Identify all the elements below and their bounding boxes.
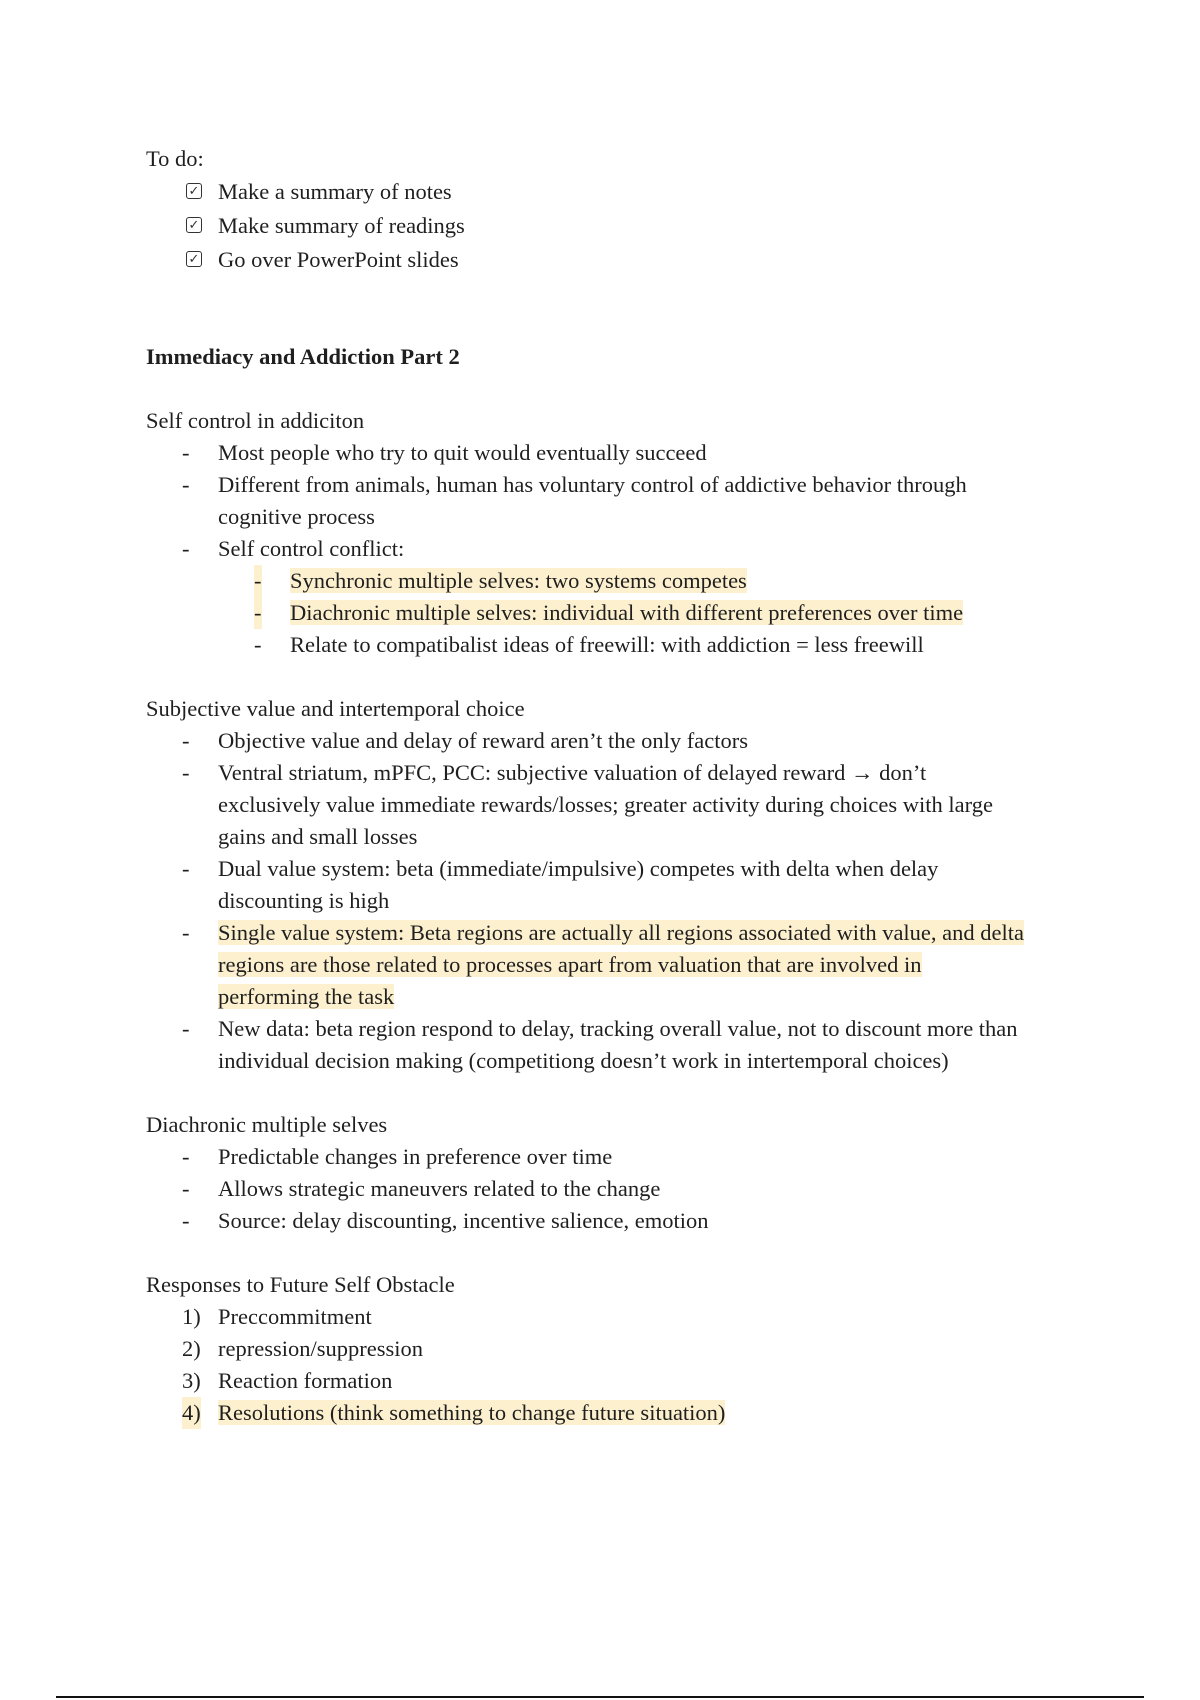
list-item-text: Self control conflict:	[218, 536, 405, 561]
numbered-list-item	[146, 1365, 1106, 1397]
list-item-text-continued: individual decision making (competitiong doesn’t work in intertemporal choices)	[218, 1048, 949, 1073]
list-item-text: Relate to compatibalist ideas of freewill: with addiction = less freewill	[290, 632, 924, 657]
section-heading: Responses to Future Self Obstacle	[146, 1272, 455, 1297]
list-item	[146, 1141, 1106, 1173]
dash-marker: -	[182, 536, 190, 561]
list-item-text-continued: gains and small losses	[218, 824, 418, 849]
list-item	[146, 1205, 1106, 1237]
list-item-text: Preccommitment	[218, 1304, 372, 1329]
highlighted-text-continued: performing the task	[218, 984, 395, 1009]
dash-marker: -	[182, 440, 190, 465]
todo-item[interactable]	[146, 243, 1106, 277]
checked-checkbox-icon[interactable]: ✓	[186, 251, 202, 267]
list-item	[146, 469, 1106, 533]
section-heading: Diachronic multiple selves	[146, 1112, 388, 1137]
list-number: 4)	[182, 1397, 201, 1429]
list-item	[146, 853, 1106, 917]
todo-item-label: Make summary of readings	[218, 213, 465, 238]
list-item	[146, 437, 1106, 469]
list-item-text-continued: exclusively value immediate rewards/losses; greater activity during choices with large	[218, 792, 993, 817]
highlighted-text-continued: regions are those related to processes apart from valuation that are involved in	[218, 952, 922, 977]
dash-marker: -	[182, 472, 190, 497]
dash-marker: -	[182, 1208, 190, 1233]
list-number: 1)	[182, 1304, 201, 1329]
document-title: Immediacy and Addiction Part 2	[146, 344, 460, 369]
todo-heading: To do:	[146, 146, 204, 171]
dash-marker: -	[182, 728, 190, 753]
checked-checkbox-icon[interactable]: ✓	[186, 183, 202, 199]
list-item-text-continued: discounting is high	[218, 888, 390, 913]
highlighted-text: Diachronic multiple selves: individual with different preferences over time	[290, 600, 964, 625]
sub-list-item	[146, 565, 1106, 597]
todo-item-label: Make a summary of notes	[218, 179, 452, 204]
list-item-text-continued: cognitive process	[218, 504, 375, 529]
document-body	[146, 143, 1106, 1429]
list-item	[146, 1173, 1106, 1205]
dash-marker: -	[182, 856, 190, 881]
list-item-text: Dual value system: beta (immediate/impulsive) competes with delta when delay	[218, 856, 939, 881]
list-number: 2)	[182, 1336, 201, 1361]
checked-checkbox-icon[interactable]: ✓	[186, 217, 202, 233]
list-number: 3)	[182, 1368, 201, 1393]
highlighted-text: Synchronic multiple selves: two systems competes	[290, 568, 747, 593]
list-item-text: Predictable changes in preference over time	[218, 1144, 613, 1169]
list-item	[146, 533, 1106, 565]
list-item-text: New data: beta region respond to delay, tracking overall value, not to discount more than	[218, 1016, 1018, 1041]
numbered-list-item	[146, 1301, 1106, 1333]
section-heading: Self control in addiciton	[146, 408, 365, 433]
list-item	[146, 757, 1106, 853]
highlighted-text: Resolutions (think something to change future situation)	[218, 1400, 726, 1425]
list-item	[146, 725, 1106, 757]
list-item-text: Ventral striatum, mPFC, PCC: subjective valuation of delayed reward → don’t	[218, 760, 927, 785]
dash-marker: -	[182, 1144, 190, 1169]
list-item	[146, 917, 1106, 1013]
numbered-list-item	[146, 1333, 1106, 1365]
list-item-text: Different from animals, human has voluntary control of addictive behavior through	[218, 472, 967, 497]
section-heading: Subjective value and intertemporal choice	[146, 696, 525, 721]
sub-list-item	[146, 629, 1106, 661]
dash-marker: -	[254, 632, 262, 657]
todo-item-label: Go over PowerPoint slides	[218, 247, 459, 272]
page-bottom-rule	[56, 1696, 1144, 1698]
dash-marker: -	[182, 1176, 190, 1201]
list-item-text: Most people who try to quit would eventually succeed	[218, 440, 707, 465]
dash-marker: -	[182, 920, 190, 945]
dash-marker: -	[182, 760, 190, 785]
sub-list-item	[146, 597, 1106, 629]
dash-marker: -	[254, 597, 262, 629]
list-item	[146, 1013, 1106, 1077]
todo-item[interactable]	[146, 209, 1106, 243]
list-item-text: Reaction formation	[218, 1368, 393, 1393]
list-item-text: Source: delay discounting, incentive salience, emotion	[218, 1208, 709, 1233]
numbered-list-item	[146, 1397, 1106, 1429]
todo-item[interactable]	[146, 175, 1106, 209]
dash-marker: -	[254, 565, 262, 597]
list-item-text: Allows strategic maneuvers related to the change	[218, 1176, 661, 1201]
dash-marker: -	[182, 1016, 190, 1041]
list-item-text: repression/suppression	[218, 1336, 423, 1361]
highlighted-text: Single value system: Beta regions are actually all regions associated with value, and delta	[218, 920, 1025, 945]
list-item-text: Objective value and delay of reward aren’t the only factors	[218, 728, 748, 753]
